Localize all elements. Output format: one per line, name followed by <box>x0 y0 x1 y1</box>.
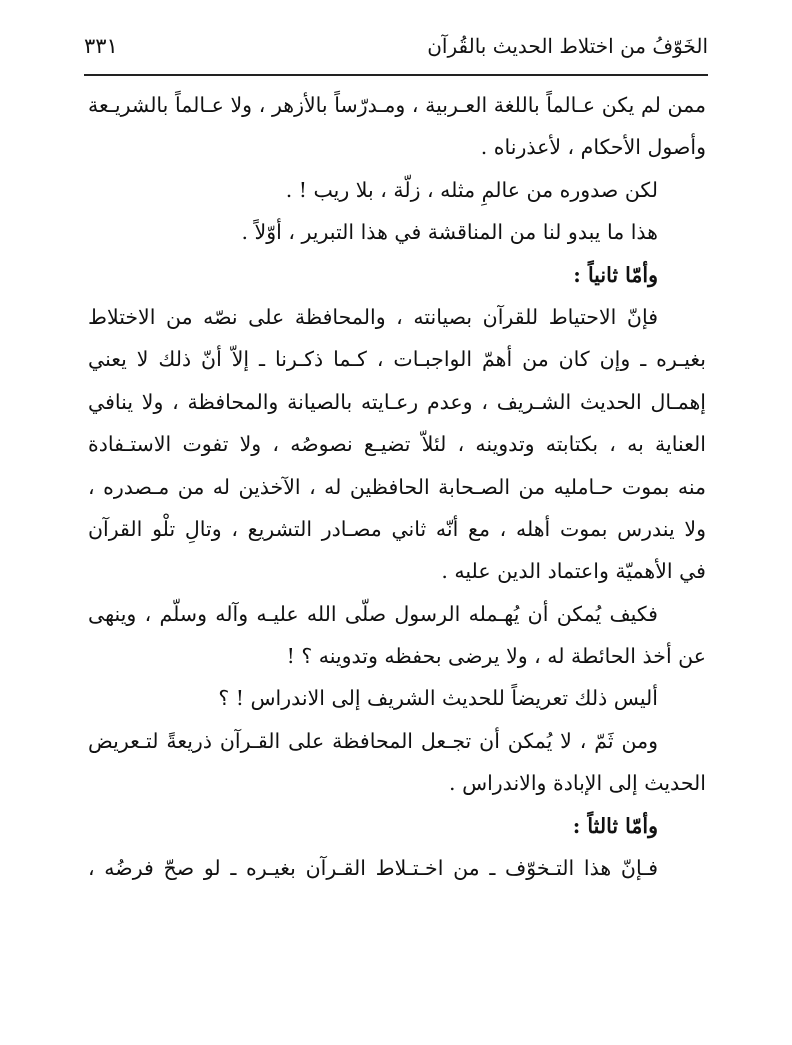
running-head <box>84 28 708 68</box>
text-line: عن أخذ الحائطة له ، ولا يرضى بحفظه وتدوينه ؟ ! <box>286 644 706 669</box>
text-line: في الأهميّة واعتماد الدين عليه . <box>441 559 706 584</box>
text-line: لكن صدوره من عالمِ مثله ، زلّة ، بلا ريب ! . <box>285 177 658 202</box>
text-line: هذا ما يبدو لنا من المناقشة في هذا التبرير ، أوّلاً . <box>241 220 658 245</box>
text-line: الحديث إلى الإبادة والاندراس . <box>449 771 706 796</box>
text-line: إهمـال الحديث الشـريف ، وعدم رعـايته بالصيانة والمحافظة ، ولا ينافي <box>88 389 706 414</box>
chapter-title: الخَوّفُ من اختلاط الحديث بالقُرآن <box>427 34 708 58</box>
text-line: فـإنّ هذا التـخوّف ـ من اخـتـلاط القـرآن بغيـره ـ لو صحّ فرضُه ، <box>88 856 658 881</box>
section-heading: وأمّا ثالثاً : <box>572 813 658 838</box>
text-line: فكيف يُمكن أن يُهـمله الرسول صلّى الله عليـه وآله وسلّم ، وينهى <box>88 601 658 626</box>
body-text <box>88 84 706 889</box>
text-line: أليس ذلك تعريضاً للحديث الشريف إلى الاندراس ! ؟ <box>218 686 658 711</box>
text-line: ولا يندرس بموت أهله ، مع أنّه ثاني مصـادر التشريع ، وتالِ تلْو القرآن <box>88 516 706 541</box>
text-line: العناية به ، بكتابته وتدوينه ، لئلاّ تضيـع نصوصُه ، ولا تفوت الاستـفادة <box>88 432 706 457</box>
text-line: وأصول الأحكام ، لأعذرناه . <box>480 135 706 160</box>
text-line: بغيـره ـ وإن كان من أهمّ الواجبـات ، كـما ذكـرنا ـ إلاّ أنّ ذلك لا يعني <box>88 347 706 372</box>
text-line: منه بموت حـامليه من الصـحابة الحافظين له ، الآخذين له من مـصدره ، <box>88 474 706 499</box>
text-line: فإنّ الاحتياط للقرآن بصيانته ، والمحافظة على نصّه من الاختلاط <box>88 304 658 329</box>
text-line: ومن ثَمّ ، لا يُمكن أن تجـعل المحافظة على القـرآن ذريعةً لتـعريض <box>88 728 658 753</box>
page-number: ٣٣١ <box>84 34 118 58</box>
header-rule <box>84 74 708 76</box>
text-line: ممن لم يكن عـالماً باللغة العـربية ، ومـدرّساً بالأزهر ، ولا عـالماً بالشريـعة <box>88 93 706 117</box>
section-heading: وأمّا ثانياً : <box>573 262 658 287</box>
